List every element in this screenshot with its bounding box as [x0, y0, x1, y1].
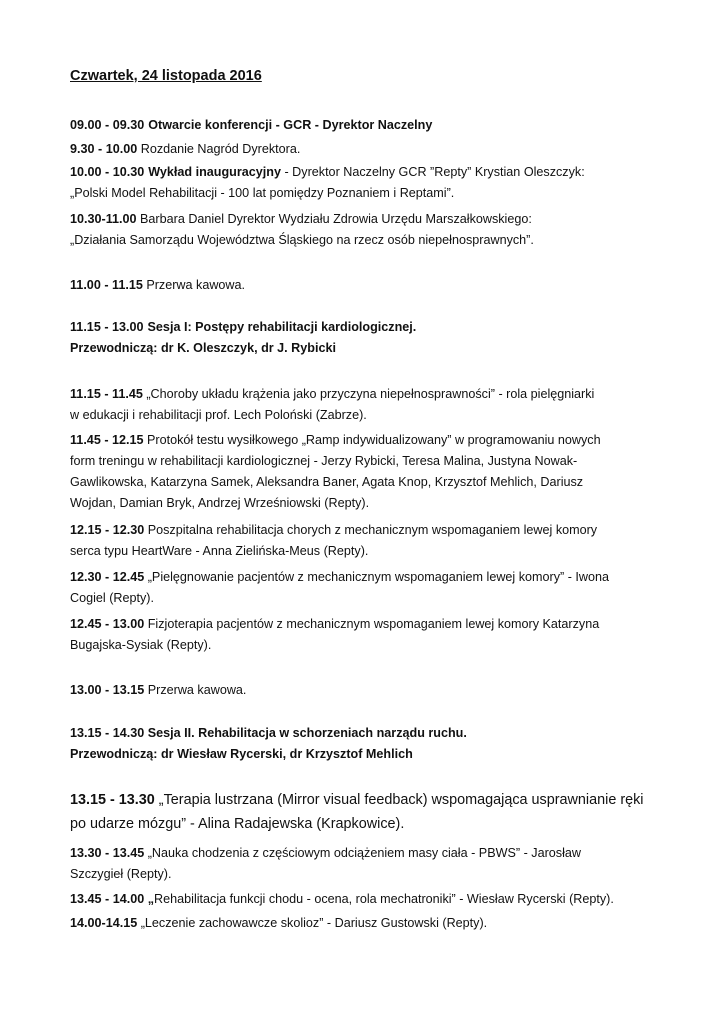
entry-text: - Dyrektor Naczelny GCR ”Repty” Krystian Oleszczyk:	[280, 165, 585, 179]
entry-time: 9.30 - 10.00	[70, 142, 138, 156]
entry-text: Protokół testu wysiłkowego „Ramp indywidualizowany” w programowaniu nowych	[143, 433, 601, 447]
agenda-line	[70, 864, 710, 885]
entry-text: Wojdan, Damian Bryk, Andrzej Wrześniowski (Repty).	[70, 496, 370, 510]
agenda-line	[70, 162, 710, 183]
agenda-line	[70, 317, 710, 338]
entry-bold-text: Otwarcie konferencji - GCR - Dyrektor Naczelny	[148, 118, 433, 132]
agenda-line	[70, 338, 710, 359]
agenda-entry	[70, 843, 710, 885]
agenda-line	[70, 209, 710, 230]
page-heading: Czwartek, 24 listopada 2016	[70, 68, 262, 84]
agenda-line	[70, 230, 710, 251]
entry-time: 13.15 - 14.30	[70, 726, 145, 740]
entry-text: form treningu w rehabilitacji kardiologicznej - Jerzy Rybicki, Teresa Malina, Justyna Nowak-	[70, 454, 578, 468]
agenda-line	[70, 635, 710, 656]
entry-text: Bugajska-Sysiak (Repty).	[70, 638, 212, 652]
agenda-line	[70, 788, 710, 812]
entry-text: Fizjoterapia pacjentów z mechanicznym wspomaganiem lewej komory Katarzyna	[144, 617, 600, 631]
entry-text: „Choroby układu krążenia jako przyczyna niepełnosprawności” - rola pielęgniarki	[142, 387, 595, 401]
entry-time: 14.00-14.15	[70, 916, 138, 930]
agenda-entry	[70, 115, 710, 136]
entry-text: Rozdanie Nagród Dyrektora.	[137, 142, 301, 156]
agenda-line	[70, 183, 710, 204]
entry-time: 13.45 - 14.00	[70, 892, 145, 906]
agenda-entry	[70, 913, 710, 934]
agenda-entry	[70, 275, 710, 296]
entry-text: „Działania Samorządu Województwa Śląskiego na rzecz osób niepełnosprawnych”.	[70, 233, 534, 247]
entry-time: 11.00 - 11.15	[70, 278, 143, 292]
entry-text: „Terapia lustrzana (Mirror visual feedback) wspomagająca usprawnianie ręki	[154, 792, 644, 808]
agenda-line	[70, 430, 710, 451]
entry-time: 11.45 - 12.15	[70, 433, 144, 447]
entry-text: „Nauka chodzenia z częściowym odciążeniem masy ciała - PBWS” - Jarosław	[144, 846, 581, 860]
entry-time: 11.15 - 11.45	[70, 387, 143, 401]
entry-time: 13.00 - 13.15	[70, 683, 145, 697]
entry-bold-text: Przewodniczą: dr Wiesław Rycerski, dr Krzysztof Mehlich	[70, 747, 413, 761]
agenda-entry	[70, 317, 710, 359]
agenda-line	[70, 115, 710, 136]
agenda-line	[70, 139, 710, 160]
entry-text: „Pielęgnowanie pacjentów z mechanicznym wspomaganiem lewej komory” - Iwona	[144, 570, 610, 584]
agenda-entry	[70, 889, 710, 910]
agenda-line	[70, 680, 710, 701]
entry-bold-text: Przewodniczą: dr K. Oleszczyk, dr J. Rybicki	[70, 341, 336, 355]
entry-time: 10.00 - 10.30	[70, 165, 145, 179]
agenda-entry	[70, 384, 710, 426]
entry-text: po udarze mózgu” - Alina Radajewska (Krapkowice).	[70, 816, 405, 832]
agenda-line	[70, 451, 710, 472]
entry-text: w edukacji i rehabilitacji prof. Lech Poloński (Zabrze).	[70, 408, 367, 422]
entry-text: Cogiel (Repty).	[70, 591, 154, 605]
entry-bold-text: Sesja I: Postępy rehabilitacji kardiologicznej.	[147, 320, 417, 334]
entry-time: 10.30-11.00	[70, 212, 137, 226]
agenda-line	[70, 812, 710, 836]
entry-bold-text: Wykład inauguracyjny	[148, 165, 281, 179]
entry-text: serca typu HeartWare - Anna Zielińska-Meus (Repty).	[70, 544, 369, 558]
agenda-entry	[70, 520, 710, 562]
agenda-line	[70, 567, 710, 588]
entry-bold-text: Sesja II. Rehabilitacja w schorzeniach narządu ruchu.	[144, 726, 467, 740]
agenda-entry	[70, 567, 710, 609]
agenda-line	[70, 472, 710, 493]
agenda-entry	[70, 209, 710, 251]
agenda-entry	[70, 788, 710, 836]
entry-bold-text: „	[144, 892, 155, 906]
agenda-line	[70, 588, 710, 609]
agenda-line	[70, 384, 710, 405]
agenda-line	[70, 520, 710, 541]
entry-text: Przerwa kawowa.	[144, 683, 247, 697]
agenda-entry	[70, 162, 710, 204]
entry-text: Przerwa kawowa.	[142, 278, 246, 292]
agenda-line	[70, 723, 710, 744]
entry-text: „Leczenie zachowawcze skolioz” - Dariusz Gustowski (Repty).	[137, 916, 488, 930]
entry-text: „Polski Model Rehabilitacji - 100 lat pomiędzy Poznaniem i Reptami”.	[70, 186, 455, 200]
agenda-line	[70, 405, 710, 426]
entry-text: Poszpitalna rehabilitacja chorych z mechanicznym wspomaganiem lewej komory	[144, 523, 598, 537]
agenda-line	[70, 275, 710, 296]
entry-time: 11.15 - 13.00	[70, 320, 144, 334]
entry-time: 13.15 - 13.30	[70, 792, 155, 808]
entry-time: 09.00 - 09.30	[70, 118, 145, 132]
entry-time: 12.30 - 12.45	[70, 570, 145, 584]
agenda-entry	[70, 680, 710, 701]
agenda-line	[70, 493, 710, 514]
entry-time: 13.30 - 13.45	[70, 846, 145, 860]
agenda-entry	[70, 614, 710, 656]
agenda-line	[70, 889, 710, 910]
agenda-line	[70, 744, 710, 765]
entry-time: 12.45 - 13.00	[70, 617, 145, 631]
entry-text: Rehabilitacja funkcji chodu - ocena, rola mechatroniki” - Wiesław Rycerski (Repty).	[154, 892, 614, 906]
entry-text: Szczygieł (Repty).	[70, 867, 172, 881]
agenda-entry	[70, 430, 710, 514]
agenda-entry	[70, 723, 710, 765]
entry-text: Barbara Daniel Dyrektor Wydziału Zdrowia Urzędu Marszałkowskiego:	[136, 212, 532, 226]
agenda-line	[70, 913, 710, 934]
agenda-entry	[70, 139, 710, 160]
agenda-line	[70, 843, 710, 864]
agenda-line	[70, 541, 710, 562]
agenda-line	[70, 614, 710, 635]
entry-text: Gawlikowska, Katarzyna Samek, Aleksandra Baner, Agata Knop, Krzysztof Mehlich, Dariusz	[70, 475, 584, 489]
entry-time: 12.15 - 12.30	[70, 523, 145, 537]
